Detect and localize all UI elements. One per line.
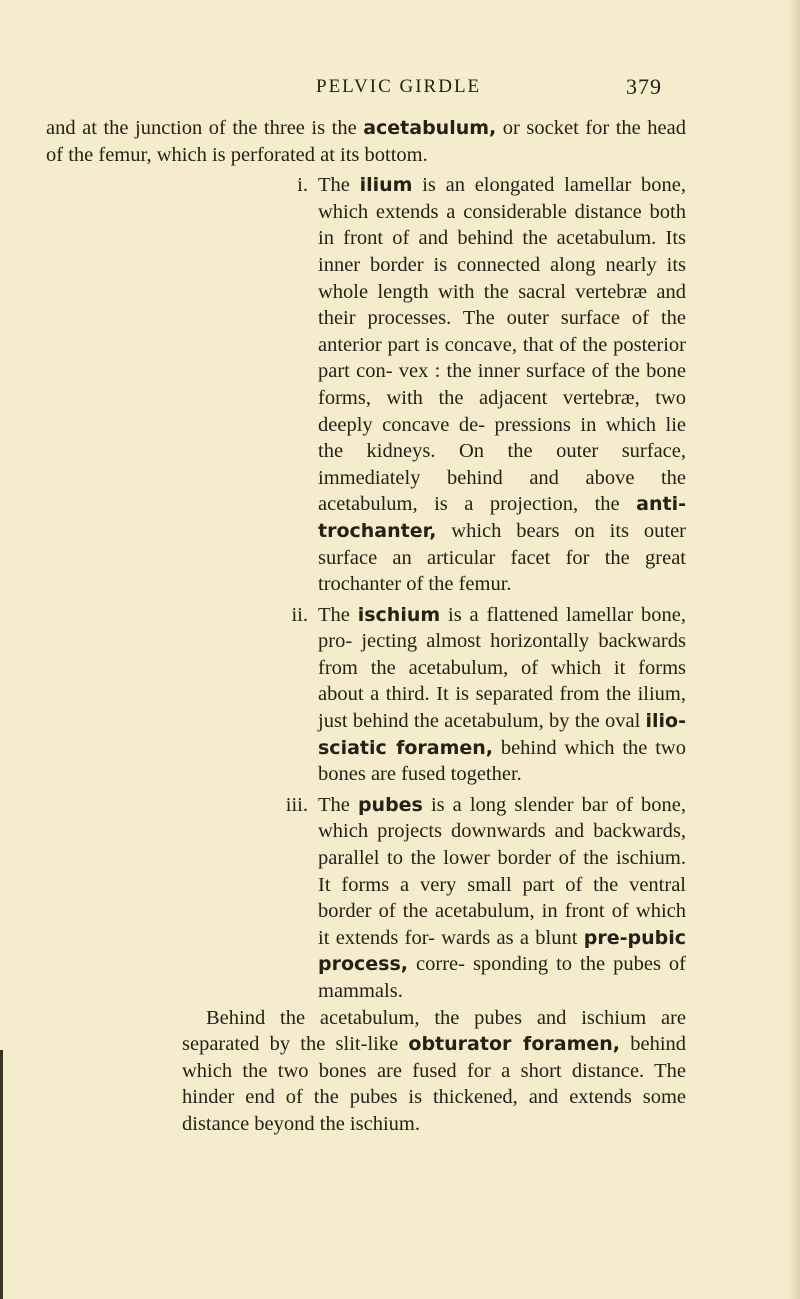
continuation-paragraph — [182, 1005, 686, 1138]
item-text: The — [318, 174, 360, 197]
item-text: is a flattened lamellar bone, pro- jecting almost horizontally backwards from the acetabulum, of which it forms about a third. It is separated from the ilium, just behind the acetabulum, by the oval — [318, 603, 686, 733]
term-pubes: pubes — [357, 793, 423, 816]
list-item-number: iii. — [285, 793, 308, 816]
term-obturator-foramen: obturator foramen, — [408, 1033, 621, 1056]
list-item-number: ii. — [291, 603, 308, 626]
list-item-ischium — [182, 602, 686, 788]
body-text — [46, 115, 686, 1138]
continuation-text-1: Behind the acetabulum, the pubes and ischium are separated by the slit-like — [182, 1006, 686, 1056]
term-acetabulum: acetabulum, — [363, 117, 497, 139]
item-text: corre- sponding to the pubes of mammals. — [318, 953, 686, 1002]
list-item-ilium — [182, 172, 686, 598]
item-text: which bears on its outer surface an articular facet for the great trochanter of the femur. — [318, 519, 686, 596]
intro-text-1: and at the junction of the three is the — [46, 117, 364, 139]
continuation-text-2: behind which the two bones are fused for a short distance. The hinder end of the pubes is thickened, and extends some distance beyond the ischium. — [182, 1033, 687, 1135]
numbered-list — [182, 168, 686, 1137]
item-text: The — [318, 793, 358, 816]
running-head: PELVIC GIRDLE — [316, 76, 482, 97]
term-ilium: ilium — [359, 174, 413, 197]
term-pre-pubic-process: pre-pubic process, — [318, 926, 686, 976]
item-text: The — [318, 603, 358, 626]
intro-paragraph — [46, 115, 686, 168]
intro-text-2: or socket for the head of the femur, which is perforated at its bottom. — [46, 117, 687, 166]
term-ischium: ischium — [357, 603, 441, 626]
page-header — [0, 74, 800, 104]
list-item-number: i. — [297, 174, 308, 197]
item-text: behind which the two bones are fused together. — [318, 736, 686, 786]
page-edge-shadow — [788, 0, 800, 1299]
binding-edge — [0, 1050, 3, 1299]
item-text: is a long slender bar of bone, which projects downwards and backwards, parallel to the lower border of the ischium. It forms a very small part of the ventral border of the acetabulum, in front of which it extends for- wards as a blunt — [318, 793, 686, 949]
list-item-pubes — [182, 792, 686, 1005]
term-ilio-sciatic-foramen: ilio-sciatic foramen, — [318, 710, 686, 759]
page-number: 379 — [626, 74, 662, 99]
item-text: is an elongated lamellar bone, which extends a considerable distance both in front of and behind the acetabulum. Its inner border is connected along nearly its whole length with the sacral vertebræ and their processes. The outer surface of the anterior part is concave, that of the posterior part con- vex : the inner surface of the bone forms, with the adjacent vertebræ, two deeply concave de- pressions in which lie the kidneys. On the outer surface, immediately behind and above the acetabulum, is a projection, the — [318, 174, 686, 516]
term-anti-trochanter: anti- trochanter, — [318, 493, 686, 542]
